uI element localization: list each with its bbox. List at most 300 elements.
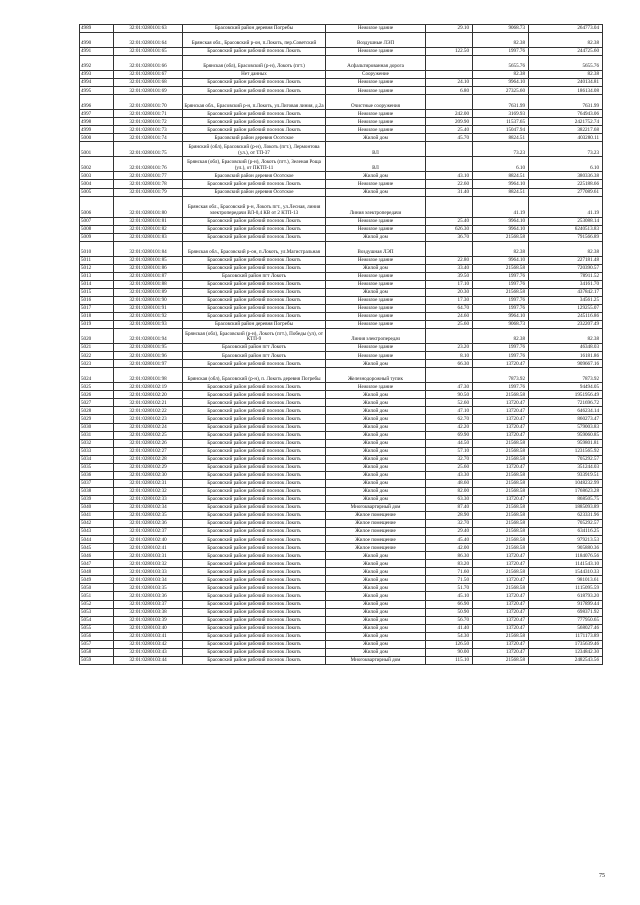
cadastral-number-cell: 32:01:0280102:20 — [114, 391, 183, 399]
cadastral-number-cell: 32:01:0280101:78 — [114, 180, 183, 188]
object-type-cell: Жилой дом — [326, 552, 426, 560]
object-type-cell: Нежилое здание — [326, 225, 426, 233]
row-number-cell: 5049 — [80, 576, 114, 584]
cadastral-number-cell: 32:01:0280101:66 — [114, 56, 183, 71]
unit-value-cell: 9964.10 — [473, 217, 529, 225]
row-number-cell: 5001 — [80, 142, 114, 157]
table-row — [80, 118, 603, 126]
object-type-cell: Жилое помещение — [326, 512, 426, 520]
row-number-cell: 4993 — [80, 71, 114, 79]
address-cell: Брасовский район пгт Локоть — [183, 344, 326, 352]
table-row — [80, 616, 603, 624]
row-number-cell: 4990 — [80, 33, 114, 48]
table-row — [80, 584, 603, 592]
row-number-cell: 5024 — [80, 368, 114, 383]
address-cell: Брасовский район рабочий поселок Локоть — [183, 576, 326, 584]
row-number-cell: 5054 — [80, 616, 114, 624]
table-row — [80, 439, 603, 447]
unit-value-cell: 13720.47 — [473, 552, 529, 560]
table-row — [80, 495, 603, 503]
cadastral-number-cell: 32:01:0280101:96 — [114, 352, 183, 360]
table-row — [80, 648, 603, 656]
address-cell: Брянская (обл), Брасовский (р-н), Локоть (пгт.), Зеленая Роща (ул.), от ПКТП-11 — [183, 157, 326, 172]
cadastral-number-cell: 32:01:0280102:29 — [114, 463, 183, 471]
unit-value-cell: 21568.58 — [473, 455, 529, 463]
cadastral-number-cell: 32:01:0280101:74 — [114, 134, 183, 142]
cadastral-value-cell: 860273.47 — [529, 415, 603, 423]
unit-value-cell: 27325.60 — [473, 87, 529, 95]
cadastral-value-cell: 245116.86 — [529, 313, 603, 321]
cadastral-value-cell: 1951956.49 — [529, 391, 603, 399]
row-number-cell: 5052 — [80, 600, 114, 608]
unit-value-cell: 82.38 — [473, 241, 529, 256]
address-cell: Брасовский район рабочий поселок Локоть — [183, 447, 326, 455]
area-cell: 23.20 — [426, 344, 473, 352]
table-row — [80, 25, 603, 33]
row-number-cell: 5048 — [80, 568, 114, 576]
area-cell: 25.40 — [426, 217, 473, 225]
object-type-cell: Жилой дом — [326, 463, 426, 471]
area-cell: 64.70 — [426, 304, 473, 312]
object-type-cell: Жилой дом — [326, 487, 426, 495]
cadastral-number-cell: 32:01:0280101:77 — [114, 172, 183, 180]
table-row — [80, 304, 603, 312]
unit-value-cell: 1997.76 — [473, 272, 529, 280]
table-row — [80, 415, 603, 423]
area-cell: 42.00 — [426, 544, 473, 552]
cadastral-number-cell: 32:01:0280101:64 — [114, 33, 183, 48]
table-row — [80, 256, 603, 264]
cadastral-number-cell: 32:01:0280101:95 — [114, 344, 183, 352]
cadastral-value-cell: 777950.65 — [529, 616, 603, 624]
cadastral-value-cell: 705292.57 — [529, 520, 603, 528]
cadastral-value-cell: 253088.14 — [529, 217, 603, 225]
table-row — [80, 592, 603, 600]
area-cell — [426, 95, 473, 110]
object-type-cell: Многоквартирный дом — [326, 503, 426, 511]
cadastral-value-cell: 94494.05 — [529, 383, 603, 391]
row-number-cell: 5040 — [80, 503, 114, 511]
object-type-cell: Жилой дом — [326, 423, 426, 431]
address-cell: Брасовский район рабочий поселок Локоть — [183, 233, 326, 241]
cadastral-value-cell: 16181.86 — [529, 352, 603, 360]
unit-value-cell: 1997.76 — [473, 296, 529, 304]
cadastral-value-cell: 917899.44 — [529, 600, 603, 608]
table-row — [80, 344, 603, 352]
object-type-cell: Нежилое здание — [326, 313, 426, 321]
cadastral-value-cell: 2421752.74 — [529, 118, 603, 126]
cadastral-value-cell: 46348.03 — [529, 344, 603, 352]
cadastral-value-cell: 623331.96 — [529, 512, 603, 520]
address-cell: Брасовский район деревня Осотское — [183, 172, 326, 180]
unit-value-cell: 13720.47 — [473, 640, 529, 648]
object-type-cell: Нежилое здание — [326, 304, 426, 312]
object-type-cell: Жилой дом — [326, 288, 426, 296]
cadastral-value-cell: 1184076.56 — [529, 552, 603, 560]
area-cell: 56.70 — [426, 616, 473, 624]
row-number-cell: 5059 — [80, 656, 114, 664]
area-cell: 25.60 — [426, 463, 473, 471]
address-cell: Брасовский район рабочий поселок Локоть — [183, 225, 326, 233]
object-type-cell: Жилой дом — [326, 648, 426, 656]
object-type-cell: Жилой дом — [326, 495, 426, 503]
unit-value-cell: 21568.58 — [473, 233, 529, 241]
table-row — [80, 624, 603, 632]
table-row — [80, 95, 603, 110]
object-type-cell: Жилой дом — [326, 560, 426, 568]
row-number-cell: 5023 — [80, 360, 114, 368]
cadastral-value-cell: 1048232.99 — [529, 479, 603, 487]
address-cell: Брянская обл., Брасовский р-он, п.Локоть, пер.Советский — [183, 33, 326, 48]
object-type-cell: Нежилое здание — [326, 79, 426, 87]
area-cell: 90.00 — [426, 648, 473, 656]
object-type-cell: Жилой дом — [326, 360, 426, 368]
address-cell: Брасовский район рабочий поселок Локоть — [183, 264, 326, 272]
address-cell: Брасовский район рабочий поселок Локоть — [183, 360, 326, 368]
area-cell: 69.90 — [426, 431, 473, 439]
cadastral-value-cell: 1171173.89 — [529, 632, 603, 640]
cadastral-number-cell: 32:01:0280102:25 — [114, 431, 183, 439]
object-type-cell: ВЛ — [326, 157, 426, 172]
cadastral-number-cell: 32:01:0280102:36 — [114, 520, 183, 528]
area-cell: 41.40 — [426, 624, 473, 632]
object-type-cell: Жилой дом — [326, 264, 426, 272]
address-cell: Брасовский район рабочий поселок Локоть — [183, 471, 326, 479]
table-row — [80, 368, 603, 383]
table-row — [80, 142, 603, 157]
area-cell: 90.50 — [426, 391, 473, 399]
cadastral-value-cell: 868505.75 — [529, 495, 603, 503]
cadastral-number-cell: 32:01:0280101:79 — [114, 188, 183, 196]
table-row — [80, 134, 603, 142]
area-cell — [426, 33, 473, 48]
address-cell: Брасовский район рабочий поселок Локоть — [183, 455, 326, 463]
cadastral-number-cell: 32:01:0280101:85 — [114, 256, 183, 264]
object-type-cell: Жилой дом — [326, 188, 426, 196]
object-type-cell: Жилой дом — [326, 624, 426, 632]
table-row — [80, 391, 603, 399]
row-number-cell: 5036 — [80, 471, 114, 479]
cadastral-value-cell: 1768623.28 — [529, 487, 603, 495]
unit-value-cell: 1997.76 — [473, 352, 529, 360]
address-cell: Брасовский район рабочий поселок Локоть — [183, 600, 326, 608]
address-cell: Брасовский район пгт Локоть — [183, 352, 326, 360]
cadastral-number-cell: 32:01:0280103:31 — [114, 552, 183, 560]
area-cell: 6.80 — [426, 87, 473, 95]
row-number-cell: 5021 — [80, 344, 114, 352]
area-cell: 126.50 — [426, 640, 473, 648]
address-cell: Брянская обл., Брасовский р-н, п.Локоть, ул.Лиговая линия, д.2а — [183, 95, 326, 110]
table-row — [80, 233, 603, 241]
area-cell: 24.60 — [426, 313, 473, 321]
address-cell: Брасовский район рабочий поселок Локоть — [183, 656, 326, 664]
area-cell: 209.90 — [426, 118, 473, 126]
area-cell: 63.30 — [426, 495, 473, 503]
object-type-cell: Многоквартирный дом — [326, 656, 426, 664]
cadastral-number-cell: 32:01:0280101:87 — [114, 272, 183, 280]
cadastral-number-cell: 32:01:0280102:19 — [114, 383, 183, 391]
row-number-cell: 5027 — [80, 399, 114, 407]
area-cell: 86.30 — [426, 552, 473, 560]
cadastral-value-cell: 791566.89 — [529, 233, 603, 241]
table-row — [80, 126, 603, 134]
cadastral-value-cell: 764943.06 — [529, 110, 603, 118]
unit-value-cell: 9068.73 — [473, 25, 529, 33]
cadastral-number-cell: 32:01:0280102:32 — [114, 487, 183, 495]
unit-value-cell: 11537.65 — [473, 118, 529, 126]
unit-value-cell: 13720.47 — [473, 463, 529, 471]
row-number-cell: 5053 — [80, 608, 114, 616]
area-cell: 83.20 — [426, 560, 473, 568]
row-number-cell: 5035 — [80, 463, 114, 471]
cadastral-value-cell: 82.38 — [529, 241, 603, 256]
cadastral-value-cell: 618793.20 — [529, 592, 603, 600]
cadastral-value-cell: 1231565.92 — [529, 447, 603, 455]
cadastral-number-cell: 32:01:0280102:41 — [114, 544, 183, 552]
row-number-cell: 4999 — [80, 126, 114, 134]
cadastral-number-cell: 32:01:0280101:90 — [114, 296, 183, 304]
area-cell: 33.40 — [426, 264, 473, 272]
row-number-cell: 5016 — [80, 296, 114, 304]
area-cell: 122.50 — [426, 48, 473, 56]
table-row — [80, 560, 603, 568]
address-cell: Брасовский район рабочий поселок Локоть — [183, 313, 326, 321]
object-type-cell: Нежилое здание — [326, 256, 426, 264]
unit-value-cell: 21568.58 — [473, 264, 529, 272]
address-cell: Брасовский район рабочий поселок Локоть — [183, 503, 326, 511]
area-cell: 45.10 — [426, 592, 473, 600]
object-type-cell: Воздушные ЛЭП — [326, 33, 426, 48]
table-row — [80, 225, 603, 233]
cadastral-value-cell: 34161.70 — [529, 280, 603, 288]
cadastral-number-cell: 32:01:0280101:81 — [114, 217, 183, 225]
object-type-cell: Жилой дом — [326, 134, 426, 142]
area-cell: 8.10 — [426, 352, 473, 360]
row-number-cell: 5009 — [80, 233, 114, 241]
unit-value-cell: 9964.10 — [473, 225, 529, 233]
object-type-cell: Нежилое здание — [326, 272, 426, 280]
cadastral-number-cell: 32:01:0280103:43 — [114, 648, 183, 656]
row-number-cell: 5050 — [80, 584, 114, 592]
cadastral-number-cell: 32:01:0280102:24 — [114, 423, 183, 431]
area-cell: 32.70 — [426, 520, 473, 528]
address-cell: Брасовский район рабочий поселок Локоть — [183, 479, 326, 487]
unit-value-cell: 82.38 — [473, 33, 529, 48]
area-cell: 50.90 — [426, 608, 473, 616]
unit-value-cell: 6.10 — [473, 157, 529, 172]
address-cell: Брасовский район рабочий поселок Локоть — [183, 110, 326, 118]
object-type-cell: Жилой дом — [326, 640, 426, 648]
unit-value-cell: 21568.58 — [473, 471, 529, 479]
table-row — [80, 264, 603, 272]
address-cell: Брасовский район рабочий поселок Локоть — [183, 624, 326, 632]
address-cell: Брасовский район рабочий поселок Локоть — [183, 79, 326, 87]
cadastral-number-cell: 32:01:0280101:75 — [114, 142, 183, 157]
object-type-cell: Нежилое здание — [326, 110, 426, 118]
object-type-cell: Жилой дом — [326, 576, 426, 584]
row-number-cell: 5032 — [80, 439, 114, 447]
row-number-cell: 5020 — [80, 329, 114, 344]
cadastral-value-cell: 34561.25 — [529, 296, 603, 304]
row-number-cell: 5013 — [80, 272, 114, 280]
area-cell: 17.10 — [426, 280, 473, 288]
area-cell — [426, 71, 473, 79]
table-row — [80, 241, 603, 256]
address-cell: Брасовский район рабочий поселок Локоть — [183, 616, 326, 624]
address-cell: Брасовский район рабочий поселок Локоть — [183, 304, 326, 312]
address-cell: Брасовский район рабочий поселок Локоть — [183, 439, 326, 447]
cadastral-number-cell: 32:01:0280101:76 — [114, 157, 183, 172]
cadastral-number-cell: 32:01:0280102:23 — [114, 415, 183, 423]
area-cell — [426, 241, 473, 256]
row-number-cell: 4994 — [80, 79, 114, 87]
unit-value-cell: 13720.47 — [473, 407, 529, 415]
row-number-cell: 5042 — [80, 520, 114, 528]
cadastral-number-cell: 32:01:0280103:34 — [114, 576, 183, 584]
address-cell: Брасовский район рабочий поселок Локоть — [183, 391, 326, 399]
unit-value-cell: 13720.47 — [473, 592, 529, 600]
cadastral-number-cell: 32:01:0280102:22 — [114, 407, 183, 415]
object-type-cell: Сооружение — [326, 71, 426, 79]
cadastral-number-cell: 32:01:0280102:28 — [114, 455, 183, 463]
row-number-cell: 5033 — [80, 447, 114, 455]
page-number: 75 — [599, 873, 605, 879]
cadastral-number-cell: 32:01:0280101:72 — [114, 118, 183, 126]
table-row — [80, 321, 603, 329]
table-row — [80, 288, 603, 296]
cadastral-number-cell: 32:01:0280101:63 — [114, 25, 183, 33]
area-cell: 32.70 — [426, 455, 473, 463]
cadastral-value-cell: 232207.49 — [529, 321, 603, 329]
area-cell: 28.90 — [426, 512, 473, 520]
row-number-cell: 5026 — [80, 391, 114, 399]
address-cell: Брасовский район деревня Осотское — [183, 134, 326, 142]
unit-value-cell: 13720.47 — [473, 360, 529, 368]
cadastral-value-cell: 382217.68 — [529, 126, 603, 134]
cadastral-number-cell: 32:01:0280101:88 — [114, 280, 183, 288]
unit-value-cell: 1997.76 — [473, 344, 529, 352]
object-type-cell: Жилой дом — [326, 616, 426, 624]
area-cell: 44.50 — [426, 439, 473, 447]
object-type-cell: Нежилое здание — [326, 352, 426, 360]
unit-value-cell: 13720.47 — [473, 600, 529, 608]
row-number-cell: 5019 — [80, 321, 114, 329]
row-number-cell: 5010 — [80, 241, 114, 256]
address-cell: Брасовский район пгт Локоть — [183, 272, 326, 280]
cadastral-number-cell: 32:01:0280102:30 — [114, 471, 183, 479]
table-row — [80, 329, 603, 344]
table-row — [80, 568, 603, 576]
row-number-cell: 5006 — [80, 196, 114, 217]
cadastral-number-cell: 32:01:0280103:36 — [114, 592, 183, 600]
cadastral-value-cell: 1141543.10 — [529, 560, 603, 568]
cadastral-number-cell: 32:01:0280101:83 — [114, 233, 183, 241]
area-cell: 87.40 — [426, 503, 473, 511]
table-row — [80, 56, 603, 71]
unit-value-cell: 9068.73 — [473, 321, 529, 329]
table-row — [80, 313, 603, 321]
address-cell: Брасовский район рабочий поселок Локоть — [183, 584, 326, 592]
table-row — [80, 479, 603, 487]
cadastral-value-cell: 705292.57 — [529, 455, 603, 463]
cadastral-value-cell: 41.19 — [529, 196, 603, 217]
cadastral-value-cell: 78911.52 — [529, 272, 603, 280]
table-body — [80, 25, 603, 665]
table-row — [80, 608, 603, 616]
cadastral-number-cell: 32:01:0280103:35 — [114, 584, 183, 592]
object-type-cell: ВЛ — [326, 142, 426, 157]
area-cell: 43.10 — [426, 172, 473, 180]
object-type-cell: Жилой дом — [326, 479, 426, 487]
unit-value-cell: 13720.47 — [473, 608, 529, 616]
row-number-cell: 5017 — [80, 304, 114, 312]
cadastral-number-cell: 32:01:0280101:86 — [114, 264, 183, 272]
table-row — [80, 79, 603, 87]
address-cell: Брянский (обл), Брасовский (р-н), Локоть (пгт.), Лермонтова (ул.), от ТП-37 — [183, 142, 326, 157]
address-cell: Брасовский район рабочий поселок Локоть — [183, 648, 326, 656]
cadastral-number-cell: 32:01:0280102:40 — [114, 536, 183, 544]
cadastral-number-cell: 32:01:0280103:44 — [114, 656, 183, 664]
unit-value-cell: 13720.47 — [473, 648, 529, 656]
area-cell: 22.60 — [426, 180, 473, 188]
table-row — [80, 431, 603, 439]
row-number-cell: 5008 — [80, 225, 114, 233]
cadastral-value-cell: 225188.66 — [529, 180, 603, 188]
table-row — [80, 180, 603, 188]
unit-value-cell: 1997.76 — [473, 280, 529, 288]
cadastral-value-cell: 646234.14 — [529, 407, 603, 415]
area-cell — [426, 329, 473, 344]
row-number-cell: 5047 — [80, 560, 114, 568]
cadastral-value-cell: 227181.48 — [529, 256, 603, 264]
cadastral-value-cell: 82.38 — [529, 329, 603, 344]
cadastral-value-cell: 73.23 — [529, 142, 603, 157]
object-type-cell: Жилое помещение — [326, 520, 426, 528]
unit-value-cell: 21568.58 — [473, 503, 529, 511]
cadastral-number-cell: 32:01:0280103:41 — [114, 632, 183, 640]
cadastral-value-cell: 5655.76 — [529, 56, 603, 71]
area-cell: 71.50 — [426, 576, 473, 584]
area-cell: 39.50 — [426, 272, 473, 280]
table-row — [80, 632, 603, 640]
object-type-cell: Жилой дом — [326, 439, 426, 447]
table-row — [80, 528, 603, 536]
row-number-cell: 4998 — [80, 118, 114, 126]
row-number-cell: 4992 — [80, 56, 114, 71]
object-type-cell: Нежилое здание — [326, 48, 426, 56]
area-cell: 22.80 — [426, 256, 473, 264]
cadastral-value-cell: 905880.36 — [529, 544, 603, 552]
table-row — [80, 536, 603, 544]
cadastral-number-cell: 32:01:0280103:40 — [114, 624, 183, 632]
area-cell — [426, 142, 473, 157]
table-row — [80, 71, 603, 79]
unit-value-cell: 73.23 — [473, 142, 529, 157]
cadastral-number-cell: 32:01:0280101:89 — [114, 288, 183, 296]
cadastral-value-cell: 403280.11 — [529, 134, 603, 142]
row-number-cell: 5007 — [80, 217, 114, 225]
unit-value-cell: 8824.51 — [473, 172, 529, 180]
area-cell: 20.30 — [426, 288, 473, 296]
cadastral-value-cell: 909667.16 — [529, 360, 603, 368]
address-cell: Брянская (обл), Брасовский (р-н), Локоть (пгт.) — [183, 56, 326, 71]
row-number-cell: 5041 — [80, 512, 114, 520]
object-type-cell: Жилой дом — [326, 431, 426, 439]
cadastral-value-cell: 82.38 — [529, 33, 603, 48]
area-cell: 45.70 — [426, 134, 473, 142]
row-number-cell: 5014 — [80, 280, 114, 288]
row-number-cell: 5037 — [80, 479, 114, 487]
